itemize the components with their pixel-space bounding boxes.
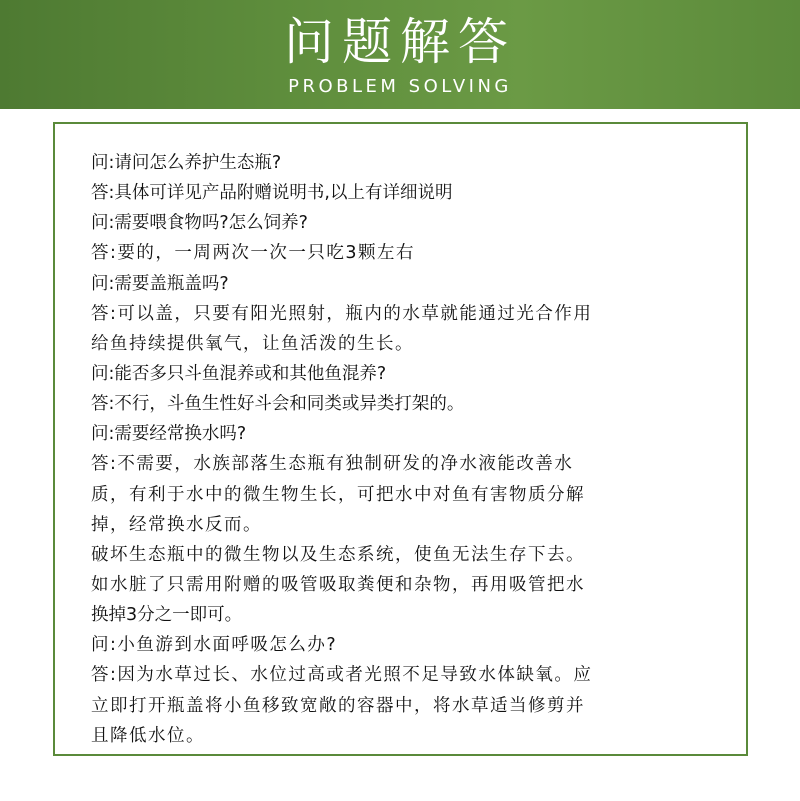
faq-line: 问:能否多只斗鱼混养或和其他鱼混养? bbox=[91, 363, 387, 384]
faq-line: 掉，经常换水反而。 bbox=[91, 514, 262, 535]
faq-line: 问:请问怎么养护生态瓶? bbox=[91, 153, 282, 173]
page-title: 问题解答 bbox=[284, 13, 516, 71]
faq-line: 答:可以盖，只要有阳光照射，瓶内的水草就能通过光合作用 bbox=[91, 303, 593, 324]
faq-line: 答:具体可详见产品附赠说明书,以上有详细说明 bbox=[91, 183, 453, 204]
page-subtitle: PROBLEM SOLVING bbox=[288, 76, 512, 97]
faq-line: 质，有利于水中的微生物生长，可把水中对鱼有害物质分解 bbox=[91, 484, 585, 505]
faq-line: 答:要的，一周两次一次一只吃3颗左右 bbox=[91, 243, 416, 264]
faq-list bbox=[91, 148, 731, 751]
faq-line: 立即打开瓶盖将小鱼移致宽敞的容器中，将水草适当修剪并 bbox=[91, 695, 585, 716]
faq-line: 答:不需要，水族部落生态瓶有独制研发的净水液能改善水 bbox=[91, 454, 574, 475]
faq-line: 破坏生态瓶中的微生物以及生态系统，使鱼无法生存下去。 bbox=[91, 544, 585, 565]
header-banner bbox=[0, 0, 800, 109]
faq-line: 问:需要喂食物吗?怎么饲养? bbox=[91, 213, 308, 234]
faq-line: 且降低水位。 bbox=[91, 725, 205, 746]
faq-line: 换掉3分之一即可。 bbox=[91, 605, 243, 626]
faq-line: 问:需要盖瓶盖吗? bbox=[91, 273, 229, 294]
faq-line: 答:因为水草过长、水位过高或者光照不足导致水体缺氧。应 bbox=[91, 665, 593, 686]
faq-line: 如水脏了只需用附赠的吸管吸取粪便和杂物，再用吸管把水 bbox=[91, 574, 585, 595]
faq-line: 给鱼持续提供氧气，让鱼活泼的生长。 bbox=[91, 333, 414, 354]
faq-line: 答:不行，斗鱼生性好斗会和同类或异类打架的。 bbox=[91, 394, 465, 415]
faq-line: 问:小鱼游到水面呼吸怎么办? bbox=[91, 635, 338, 656]
faq-line: 问:需要经常换水吗? bbox=[91, 424, 247, 445]
